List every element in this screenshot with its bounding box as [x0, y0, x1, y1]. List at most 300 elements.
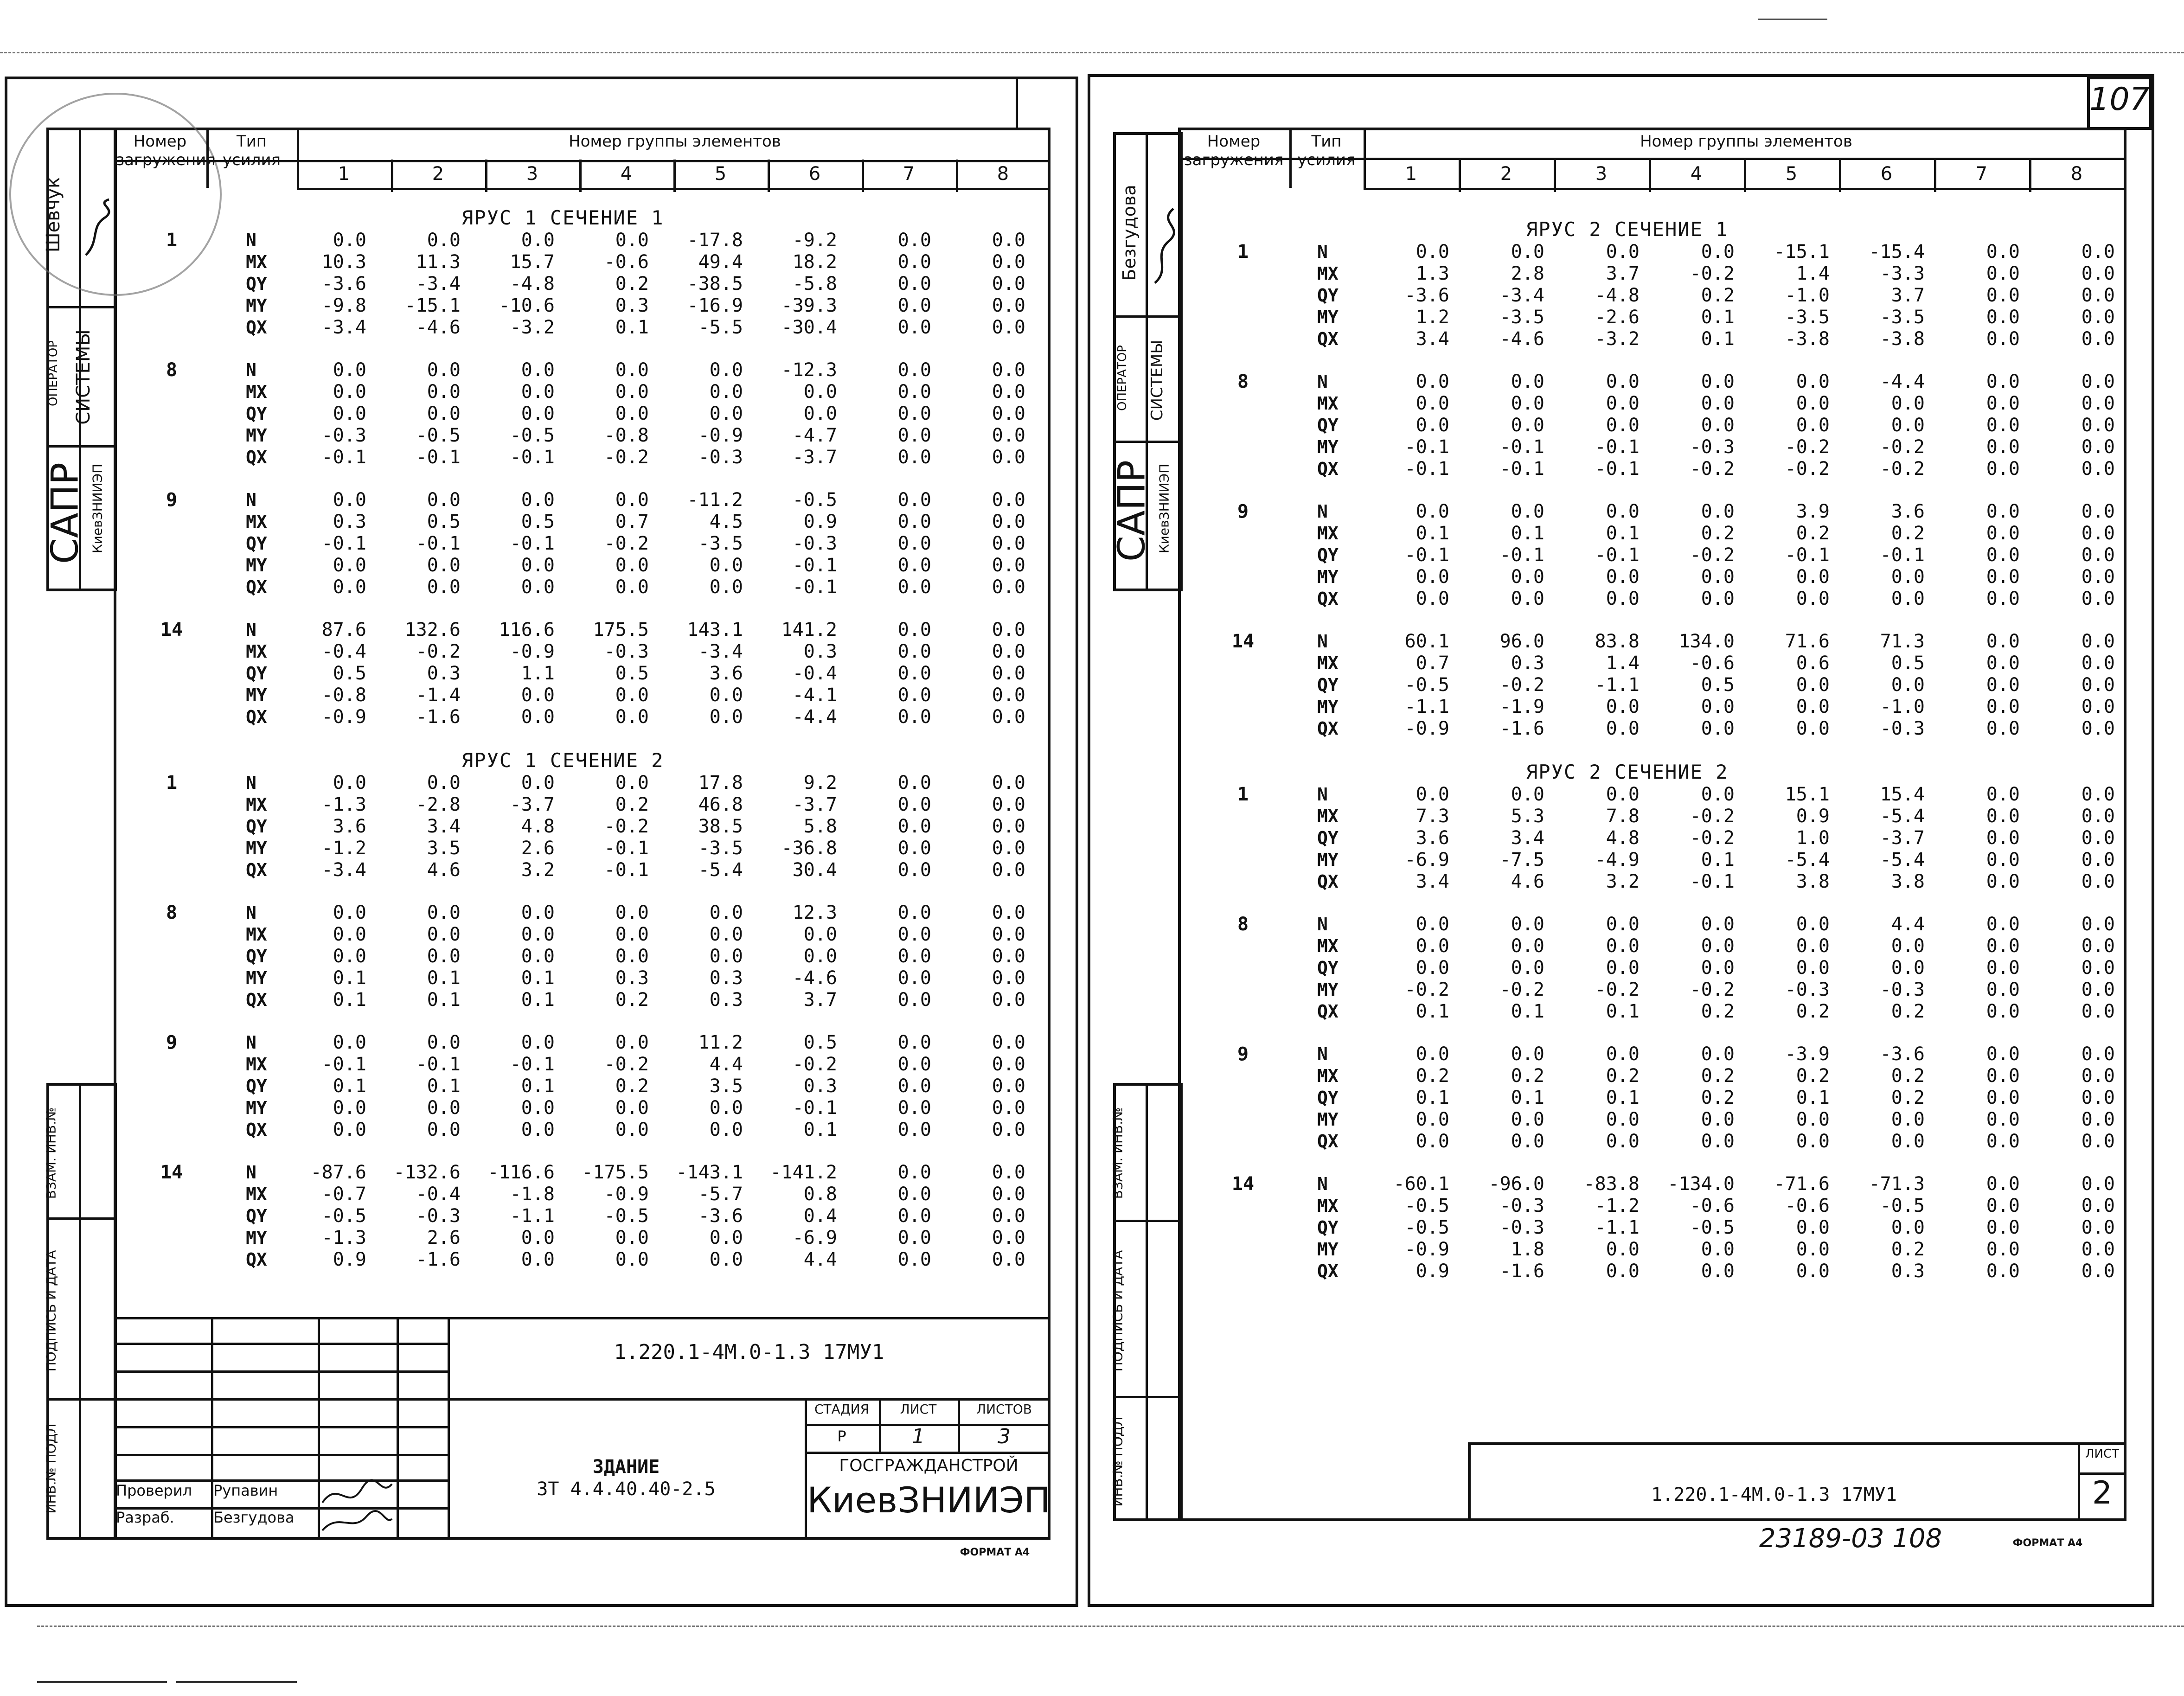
table-cell: 0.5 [333, 663, 366, 684]
table-cell: 0.0 [333, 555, 366, 576]
table-cell: 4.4 [803, 1249, 837, 1270]
table-cell: 0.0 [709, 576, 743, 598]
table-cell: 0.0 [709, 359, 743, 381]
header-group-title-right: Номер группы элементов [1640, 132, 1852, 151]
table-cell: 0.0 [709, 1249, 743, 1270]
table-cell: 0.0 [615, 924, 649, 945]
table-cell: 0.0 [1415, 1109, 1449, 1130]
table-cell: -0.1 [792, 555, 837, 576]
table-cell: -5.7 [698, 1184, 743, 1205]
column-number: 1 [338, 163, 350, 185]
table-cell: -1.6 [1499, 1261, 1544, 1282]
table-cell: -1.0 [1785, 285, 1830, 306]
table-cell: -0.1 [416, 533, 461, 554]
podpis-data-label: ПОДПИСЬ И ДАТА [43, 1250, 59, 1372]
load-number: 14 [1231, 631, 1255, 652]
column-divider [485, 160, 487, 192]
table-cell: 0.2 [615, 273, 649, 294]
force-type: QX [1317, 871, 1339, 892]
force-type: QY [246, 946, 267, 966]
table-cell: -0.5 [1690, 1217, 1735, 1238]
table-cell: 0.0 [1511, 935, 1544, 957]
force-type: MY [1317, 697, 1339, 717]
scan-mark [176, 1681, 297, 1683]
table-cell: -16.9 [687, 295, 743, 316]
table-cell: 0.0 [897, 295, 931, 316]
table-cell: 1.2 [1415, 307, 1449, 328]
table-cell: 0.0 [897, 946, 931, 967]
column-divider [768, 160, 770, 192]
table-cell: 0.0 [709, 902, 743, 923]
table-cell: 0.0 [521, 489, 555, 511]
table-cell: 0.0 [1606, 696, 1640, 717]
table-cell: 0.0 [333, 1097, 366, 1119]
table-cell: 0.5 [1891, 653, 1925, 674]
table-cell: -0.4 [416, 1184, 461, 1205]
table-cell: 11.3 [416, 251, 461, 273]
table-cell: 0.0 [1415, 935, 1449, 957]
table-cell: 0.0 [1986, 328, 2020, 350]
table-cell: -0.3 [1880, 979, 1925, 1000]
table-cell: 0.3 [803, 1075, 837, 1097]
table-cell: 0.0 [615, 1249, 649, 1270]
table-cell: -87.6 [310, 1162, 366, 1183]
vzam-inv-label: ВЗАМ. ИНВ.№ [43, 1107, 59, 1199]
force-type: MY [246, 295, 267, 316]
force-type: QY [1317, 1088, 1339, 1108]
table-cell: 0.0 [897, 317, 931, 338]
table-cell: 0.0 [1986, 1239, 2020, 1260]
table-cell: 17.8 [698, 772, 743, 794]
table-cell: -0.5 [1404, 674, 1449, 696]
table-cell: 4.8 [521, 816, 555, 837]
table-cell: -0.1 [321, 447, 366, 468]
table-cell: 0.1 [1606, 523, 1640, 544]
table-cell: -0.2 [1499, 979, 1544, 1000]
table-cell: 0.0 [1796, 674, 1830, 696]
table-cell: 3.4 [1415, 871, 1449, 892]
table-cell: 0.3 [615, 295, 649, 316]
table-cell: -0.2 [1690, 544, 1735, 566]
table-cell: 0.5 [803, 1032, 837, 1053]
table-cell: -2.8 [416, 794, 461, 815]
table-cell: 0.1 [521, 967, 555, 989]
table-cell: -38.5 [687, 273, 743, 294]
table-cell: 0.0 [427, 555, 461, 576]
load-number: 1 [1237, 241, 1249, 262]
table-cell: -0.2 [1785, 458, 1830, 480]
column-number: 6 [808, 163, 821, 185]
table-cell: 46.8 [698, 794, 743, 815]
table-cell: 0.0 [897, 989, 931, 1011]
table-cell: -1.6 [416, 706, 461, 728]
force-type: QY [246, 533, 267, 554]
table-cell: -3.9 [1785, 1043, 1830, 1065]
table-cell: 0.0 [2081, 1195, 2115, 1216]
table-cell: 0.0 [521, 576, 555, 598]
table-cell: 0.0 [2081, 1239, 2115, 1260]
table-cell: 0.0 [1796, 914, 1830, 935]
table-cell: 0.2 [1891, 1087, 1925, 1108]
table-cell: 0.0 [992, 489, 1025, 511]
table-cell: 4.5 [709, 511, 743, 532]
load-number: 9 [1237, 1043, 1249, 1065]
table-cell: 0.0 [992, 273, 1025, 294]
building-code: ЗТ 4.4.40.40-2.5 [537, 1478, 716, 1500]
table-cell: -3.5 [1785, 307, 1830, 328]
table-cell: 0.0 [521, 706, 555, 728]
table-cell: 0.0 [992, 381, 1025, 403]
column-number: 4 [1690, 163, 1703, 185]
table-cell: -0.9 [1404, 1239, 1449, 1260]
table-cell: 0.0 [1511, 241, 1544, 262]
table-cell: 0.0 [615, 946, 649, 967]
table-cell: 0.0 [1891, 674, 1925, 696]
table-cell: 0.0 [521, 772, 555, 794]
table-cell: 0.0 [1986, 501, 2020, 522]
table-cell: 0.0 [2081, 1065, 2115, 1087]
table-cell: 3.8 [1796, 871, 1830, 892]
table-cell: -0.6 [1785, 1195, 1830, 1216]
table-cell: -0.5 [1404, 1217, 1449, 1238]
column-divider [1554, 160, 1556, 192]
table-cell: 0.0 [992, 967, 1025, 989]
table-cell: 7.8 [1606, 806, 1640, 827]
table-cell: -3.4 [698, 641, 743, 662]
table-cell: 0.0 [1986, 566, 2020, 588]
table-cell: 0.0 [1606, 914, 1640, 935]
table-cell: -0.5 [1880, 1195, 1925, 1216]
force-type: MX [246, 924, 267, 945]
table-cell: 0.0 [1415, 371, 1449, 392]
table-cell: 0.0 [1415, 588, 1449, 609]
table-cell: 0.0 [992, 1249, 1025, 1270]
table-cell: -0.5 [792, 489, 837, 511]
checked-name: Рупавин [213, 1482, 278, 1499]
table-cell: 0.1 [1701, 307, 1735, 328]
table-cell: -3.5 [1499, 307, 1544, 328]
table-cell: 0.0 [333, 1032, 366, 1053]
force-type: MX [1317, 936, 1339, 956]
force-type: MX [246, 252, 267, 272]
table-cell: 0.0 [615, 706, 649, 728]
force-type: MX [246, 1054, 267, 1075]
sheet-value: 1 [912, 1425, 925, 1448]
table-cell: 0.0 [1701, 393, 1735, 414]
load-number: 8 [166, 902, 178, 923]
table-cell: 0.0 [521, 555, 555, 576]
table-cell: 134.0 [1678, 631, 1735, 652]
table-cell: 0.0 [897, 902, 931, 923]
table-cell: -0.1 [321, 533, 366, 554]
table-cell: 0.8 [803, 1184, 837, 1205]
table-cell: 0.0 [1701, 415, 1735, 436]
table-cell: -0.2 [1880, 458, 1925, 480]
column-number: 6 [1880, 163, 1893, 185]
table-cell: 0.0 [992, 1097, 1025, 1119]
force-type: N [1317, 242, 1328, 262]
table-cell: 0.0 [2081, 1131, 2115, 1152]
table-cell: -15.4 [1869, 241, 1925, 262]
table-cell: 0.0 [1986, 674, 2020, 696]
table-cell: -141.2 [770, 1162, 837, 1183]
table-cell: 0.9 [1415, 1261, 1449, 1282]
table-cell: 0.0 [1701, 957, 1735, 979]
table-cell: 0.0 [897, 511, 931, 532]
table-cell: 0.0 [992, 946, 1025, 967]
table-cell: 0.0 [992, 816, 1025, 837]
table-cell: 0.0 [992, 838, 1025, 859]
table-cell: 38.5 [698, 816, 743, 837]
table-cell: 0.0 [1986, 631, 2020, 652]
force-type: MY [246, 838, 267, 858]
table-cell: 3.4 [427, 816, 461, 837]
force-type: MY [246, 425, 267, 446]
dev-role: Разраб. [116, 1509, 174, 1526]
table-cell: 0.0 [992, 1205, 1025, 1227]
section-title: ЯРУС 1 СЕЧЕНИЕ 1 [461, 206, 664, 229]
table-cell: -36.8 [781, 838, 837, 859]
table-cell: 0.0 [2081, 393, 2115, 414]
table-cell: 0.0 [1701, 718, 1735, 739]
table-cell: 0.0 [803, 381, 837, 403]
table-cell: 0.0 [709, 685, 743, 706]
table-cell: 0.0 [897, 1249, 931, 1270]
table-cell: 0.0 [1415, 501, 1449, 522]
table-cell: 0.0 [709, 381, 743, 403]
table-cell: 0.0 [1511, 371, 1544, 392]
table-cell: 0.0 [897, 1162, 931, 1183]
table-cell: 15.7 [510, 251, 555, 273]
table-cell: -0.1 [1595, 544, 1640, 566]
table-cell: 4.6 [1511, 871, 1544, 892]
table-cell: 12.3 [792, 902, 837, 923]
force-type: N [1317, 1174, 1328, 1194]
table-cell: 3.6 [1415, 827, 1449, 849]
table-cell: 0.0 [615, 1227, 649, 1248]
table-cell: 0.0 [1986, 263, 2020, 284]
table-cell: -11.2 [687, 489, 743, 511]
table-cell: 0.0 [521, 381, 555, 403]
table-cell: -0.2 [792, 1054, 837, 1075]
table-cell: 0.0 [333, 230, 366, 251]
table-cell: 0.3 [1891, 1261, 1925, 1282]
table-cell: 0.4 [803, 1205, 837, 1227]
table-cell: -3.5 [1880, 307, 1925, 328]
table-cell: -0.6 [1690, 653, 1735, 674]
table-cell: 0.0 [1701, 1261, 1735, 1282]
table-cell: 0.0 [2081, 806, 2115, 827]
table-cell: 0.0 [1796, 371, 1830, 392]
table-cell: 0.0 [1415, 957, 1449, 979]
force-type: MY [246, 1228, 267, 1248]
table-cell: 0.2 [1701, 285, 1735, 306]
section-title: ЯРУС 2 СЕЧЕНИЕ 1 [1526, 218, 1729, 241]
table-cell: -0.5 [321, 1205, 366, 1227]
table-cell: 3.7 [1891, 285, 1925, 306]
table-cell: 3.7 [1606, 263, 1640, 284]
table-cell: -0.3 [416, 1205, 461, 1227]
table-cell: 0.0 [333, 902, 366, 923]
table-cell: 0.0 [709, 946, 743, 967]
table-cell: -3.2 [1595, 328, 1640, 350]
systems-label-right: СИСТЕМЫ [1148, 339, 1166, 421]
table-cell: 0.0 [427, 946, 461, 967]
table-cell: 0.0 [1986, 415, 2020, 436]
table-cell: 0.0 [2081, 957, 2115, 979]
header-force-type: Тип усилия [222, 132, 281, 169]
table-cell: 0.1 [521, 1075, 555, 1097]
table-cell: 0.2 [1796, 1065, 1830, 1087]
table-cell: 0.0 [1701, 588, 1735, 609]
table-cell: 0.0 [2081, 1109, 2115, 1130]
force-type: MY [1317, 1109, 1339, 1130]
table-cell: -0.7 [321, 1184, 366, 1205]
table-cell: 7.3 [1415, 806, 1449, 827]
force-type: QY [246, 816, 267, 837]
table-cell: -60.1 [1393, 1173, 1449, 1195]
force-type: N [1317, 631, 1328, 652]
table-cell: 0.0 [1986, 1261, 2020, 1282]
table-cell: 0.0 [709, 1227, 743, 1248]
table-cell: 0.0 [897, 967, 931, 989]
table-cell: 0.0 [897, 1075, 931, 1097]
table-cell: 0.0 [615, 555, 649, 576]
table-cell: 0.1 [521, 989, 555, 1011]
table-cell: -5.5 [698, 317, 743, 338]
force-type: MX [1317, 263, 1339, 284]
table-cell: 0.0 [1986, 588, 2020, 609]
force-type: MX [246, 512, 267, 532]
table-cell: 0.0 [1606, 1131, 1640, 1152]
table-cell: 0.0 [897, 794, 931, 815]
table-cell: -0.1 [1499, 544, 1544, 566]
table-cell: 15.1 [1785, 784, 1830, 805]
table-cell: 0.0 [1796, 696, 1830, 717]
table-cell: 116.6 [499, 619, 555, 640]
table-cell: 0.0 [897, 230, 931, 251]
table-cell: -0.1 [416, 1054, 461, 1075]
table-cell: 0.0 [1511, 393, 1544, 414]
table-cell: 0.0 [2081, 1043, 2115, 1065]
force-type: MY [1317, 567, 1339, 587]
table-cell: 2.6 [521, 838, 555, 859]
table-cell: 0.5 [615, 663, 649, 684]
table-cell: 1.4 [1796, 263, 1830, 284]
table-cell: 0.0 [1796, 566, 1830, 588]
table-cell: -0.8 [604, 425, 649, 446]
table-cell: 0.2 [1511, 1065, 1544, 1087]
column-number: 4 [620, 163, 633, 185]
table-cell: -3.3 [1880, 263, 1925, 284]
table-cell: 0.9 [333, 1249, 366, 1270]
table-cell: -0.2 [416, 641, 461, 662]
table-cell: -3.8 [1785, 328, 1830, 350]
table-cell: -3.5 [698, 533, 743, 554]
table-cell: 0.1 [1511, 523, 1544, 544]
force-type: MX [1317, 653, 1339, 673]
table-cell: 0.0 [992, 924, 1025, 945]
table-cell: -0.9 [604, 1184, 649, 1205]
table-cell: 0.0 [521, 1249, 555, 1270]
table-cell: 0.0 [1701, 696, 1735, 717]
table-cell: 49.4 [698, 251, 743, 273]
table-cell: 4.4 [1891, 914, 1925, 935]
table-cell: 0.0 [2081, 696, 2115, 717]
table-cell: 0.0 [2081, 674, 2115, 696]
table-cell: 0.1 [1511, 1001, 1544, 1022]
table-cell: 0.0 [1796, 1239, 1830, 1260]
table-cell: 0.0 [521, 902, 555, 923]
table-cell: 0.0 [2081, 979, 2115, 1000]
table-cell: 83.8 [1595, 631, 1640, 652]
table-cell: 0.3 [709, 989, 743, 1011]
table-cell: 0.1 [427, 1075, 461, 1097]
table-cell: -15.1 [404, 295, 461, 316]
table-cell: 96.0 [1499, 631, 1544, 652]
right-sheet-value: 2 [2092, 1475, 2113, 1511]
table-cell: -0.3 [1785, 979, 1830, 1000]
table-cell: 0.0 [427, 902, 461, 923]
right-doc-code: 1.220.1-4М.0-1.3 17МУ1 [1651, 1484, 1897, 1505]
table-cell: 0.0 [2081, 631, 2115, 652]
table-cell: 0.0 [992, 1119, 1025, 1140]
table-cell: 71.6 [1785, 631, 1830, 652]
table-cell: 0.0 [1701, 1131, 1735, 1152]
table-cell: -0.1 [792, 576, 837, 598]
table-cell: -4.9 [1595, 849, 1640, 870]
table-cell: 0.0 [992, 772, 1025, 794]
table-cell: 3.6 [333, 816, 366, 837]
force-type: QX [246, 707, 267, 727]
force-type: N [246, 490, 256, 510]
table-cell: -3.8 [1880, 328, 1925, 350]
table-cell: 0.0 [1986, 436, 2020, 458]
table-cell: 0.3 [427, 663, 461, 684]
table-cell: 0.0 [1606, 784, 1640, 805]
table-cell: -4.6 [416, 317, 461, 338]
table-cell: -0.1 [1404, 436, 1449, 458]
table-cell: 0.0 [897, 447, 931, 468]
table-cell: 0.0 [1986, 1173, 2020, 1195]
table-cell: 0.0 [427, 359, 461, 381]
table-cell: -175.5 [582, 1162, 649, 1183]
table-cell: 0.0 [333, 359, 366, 381]
table-cell: 0.0 [2081, 718, 2115, 739]
table-cell: -6.9 [792, 1227, 837, 1248]
table-cell: 0.3 [803, 641, 837, 662]
table-cell: 0.0 [1986, 718, 2020, 739]
table-cell: 0.0 [2081, 1217, 2115, 1238]
table-cell: 0.0 [897, 859, 931, 881]
table-cell: 0.0 [1701, 1109, 1735, 1130]
table-cell: -0.2 [1690, 458, 1735, 480]
table-cell: 0.0 [992, 641, 1025, 662]
load-number: 9 [166, 489, 178, 511]
force-type: QY [1317, 415, 1339, 435]
table-cell: 0.0 [2081, 307, 2115, 328]
column-divider [391, 160, 393, 192]
stage-label: СТАДИЯ [814, 1402, 870, 1417]
table-cell: 0.0 [1796, 415, 1830, 436]
table-cell: 0.0 [992, 425, 1025, 446]
table-cell: 3.2 [1606, 871, 1640, 892]
table-cell: -3.2 [510, 317, 555, 338]
force-type: QY [1317, 958, 1339, 978]
column-number: 7 [1975, 163, 1988, 185]
format-label-right: ФОРМАТ А4 [2012, 1537, 2083, 1549]
table-cell: 0.0 [1415, 1131, 1449, 1152]
